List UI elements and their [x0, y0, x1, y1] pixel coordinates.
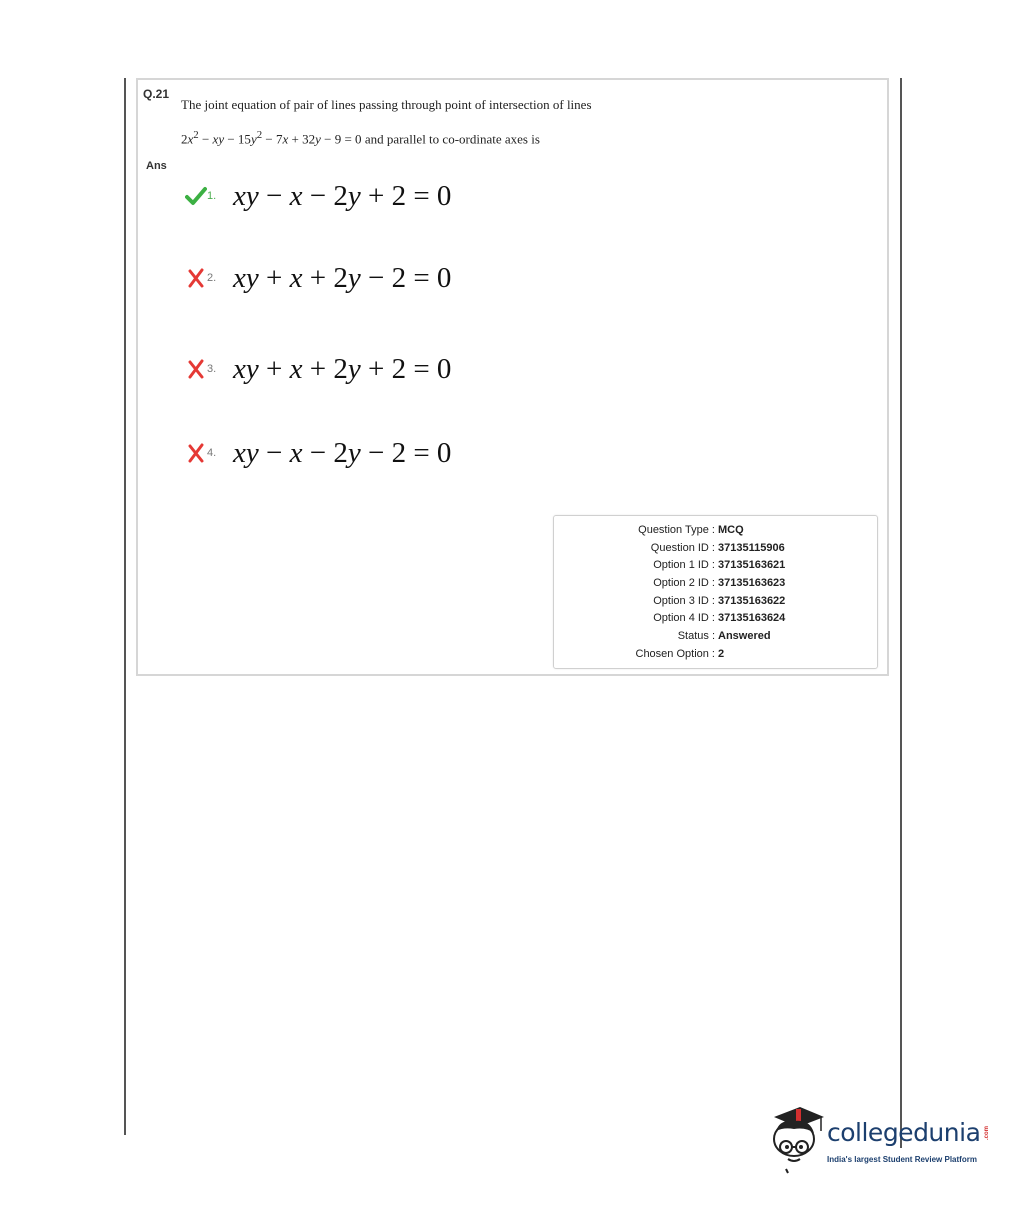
question-text: The joint equation of pair of lines passing through point of intersection of lines [181, 97, 592, 112]
cross-icon [185, 267, 207, 289]
mascot-icon [766, 1103, 826, 1175]
answer-label: Ans [146, 160, 167, 172]
option-1-number: 1. [207, 190, 217, 202]
option-4-number: 4. [207, 447, 217, 459]
option-2[interactable] [185, 258, 451, 298]
option-3-number: 3. [207, 363, 217, 375]
info-option-1-id: Option 1 ID : 37135163621 [653, 559, 786, 571]
info-status: Status : Answered [677, 630, 771, 642]
option-4-equation: xy − x − 2y − 2 = 0 [233, 436, 452, 469]
brand-suffix: .com [984, 1125, 991, 1141]
question-equation: $2x^2$ − xy − $15y^2 - 7x + 32y - 9 = 0$ and parallel to co-ordinate axes is [181, 129, 540, 147]
info-chosen-option: Chosen Option : 2 [635, 648, 725, 660]
option-2-number: 2. [207, 272, 217, 284]
info-option-3-id: Option 3 ID : 37135163622 [653, 595, 786, 607]
info-option-4-id: Option 4 ID : 37135163624 [653, 612, 786, 624]
cross-icon [185, 358, 207, 380]
right-margin-line [900, 78, 902, 1148]
option-3[interactable] [185, 349, 451, 389]
brand-tagline: India's largest Student Review Platform [827, 1155, 977, 1164]
question-number: Q.21 [143, 87, 170, 101]
brand-name: collegedunia [827, 1118, 981, 1147]
left-margin-line [124, 78, 126, 1135]
option-1[interactable] [185, 176, 451, 216]
cross-icon [185, 442, 207, 464]
check-icon [185, 185, 207, 207]
info-option-2-id: Option 2 ID : 37135163623 [653, 577, 786, 589]
info-question-type: Question Type : MCQ [638, 524, 744, 536]
option-4[interactable] [185, 433, 451, 473]
option-1-equation: xy − x − 2y + 2 = 0 [233, 179, 452, 212]
option-3-equation: xy + x + 2y + 2 = 0 [233, 352, 452, 385]
option-2-equation: xy + x + 2y − 2 = 0 [233, 261, 452, 294]
info-question-id: Question ID : 37135115906 [650, 542, 785, 554]
